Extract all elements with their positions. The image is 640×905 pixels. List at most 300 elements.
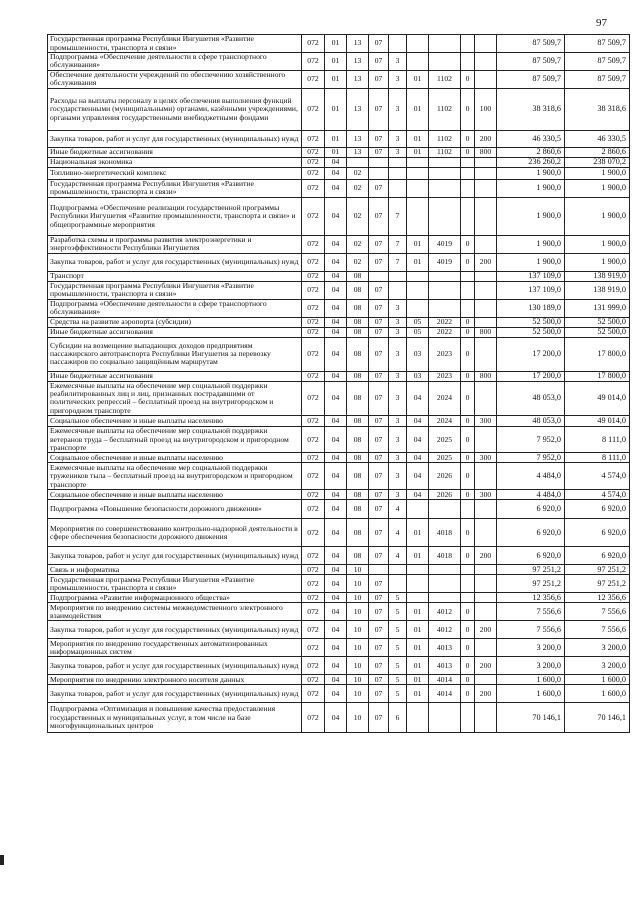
value-cell-2: 1 600,0 [565, 685, 630, 703]
row-name-cell: Иные бюджетные ассигнования [48, 371, 302, 381]
code-cell: 3 [389, 453, 407, 463]
row-name-cell: Транспорт [48, 271, 302, 281]
code-cell [369, 157, 389, 167]
code-cell: 3 [389, 70, 407, 88]
value-cell-2: 7 556,6 [565, 603, 630, 621]
code-cell: 3 [389, 337, 407, 371]
table-row [48, 337, 630, 371]
table-row [48, 281, 630, 299]
code-cell: 04 [325, 490, 347, 500]
value-cell-1: 6 920,0 [497, 500, 565, 519]
code-cell: 04 [325, 603, 347, 621]
code-cell: 01 [407, 253, 429, 271]
code-cell: 072 [302, 593, 325, 603]
table-row [48, 565, 630, 575]
code-cell: 10 [347, 657, 369, 675]
code-cell: 07 [369, 703, 389, 733]
code-cell: 800 [475, 371, 497, 381]
value-cell-1: 6 920,0 [497, 519, 565, 547]
code-cell [475, 381, 497, 416]
code-cell: 05 [407, 317, 429, 327]
code-cell: 04 [325, 299, 347, 317]
code-cell: 5 [389, 621, 407, 639]
row-name-cell: Государственная программа Республики Ингушетия «Развитие промышленности, транспорта и связи» [48, 35, 302, 53]
value-cell-2: 17 800,0 [565, 337, 630, 371]
code-cell: 05 [407, 327, 429, 337]
code-cell [407, 703, 429, 733]
code-cell: 04 [407, 416, 429, 427]
code-cell [407, 565, 429, 575]
table-row [48, 463, 630, 490]
table-row [48, 639, 630, 657]
code-cell: 04 [325, 317, 347, 327]
code-cell: 01 [407, 235, 429, 253]
value-cell-2: 8 111,0 [565, 453, 630, 463]
code-cell: 13 [347, 35, 369, 53]
value-cell-2: 1 900,0 [565, 197, 630, 235]
code-cell: 10 [347, 621, 369, 639]
code-cell: 01 [407, 519, 429, 547]
code-cell: 072 [302, 547, 325, 565]
table-row [48, 327, 630, 337]
code-cell [429, 197, 461, 235]
value-cell-1: 236 260,2 [497, 157, 565, 167]
row-name-cell: Подпрограмма «Оптимизация и повышение качества предоставления государственных и муниципальных услуг, в том числе на базе многофункциональных центров [48, 703, 302, 733]
value-cell-1: 7 952,0 [497, 427, 565, 453]
value-cell-1: 137 109,0 [497, 281, 565, 299]
code-cell: 200 [475, 657, 497, 675]
value-cell-2: 1 900,0 [565, 235, 630, 253]
code-cell: 0 [461, 147, 475, 157]
table-row [48, 519, 630, 547]
table-row [48, 88, 630, 130]
code-cell: 01 [325, 53, 347, 71]
code-cell: 01 [407, 603, 429, 621]
code-cell: 07 [369, 179, 389, 197]
value-cell-2: 70 146,1 [565, 703, 630, 733]
code-cell [475, 500, 497, 519]
code-cell: 2024 [429, 416, 461, 427]
row-name-cell: Подпрограмма «Развитие информационного общества» [48, 593, 302, 603]
code-cell [429, 565, 461, 575]
table-row [48, 453, 630, 463]
code-cell: 07 [369, 490, 389, 500]
code-cell: 800 [475, 147, 497, 157]
code-cell: 04 [325, 463, 347, 490]
row-name-cell: Государственная программа Республики Ингушетия «Развитие промышленности, транспорта и связи» [48, 179, 302, 197]
code-cell: 0 [461, 621, 475, 639]
table-row [48, 70, 630, 88]
code-cell [429, 53, 461, 71]
code-cell: 0 [461, 88, 475, 130]
code-cell: 02 [347, 235, 369, 253]
code-cell: 0 [461, 639, 475, 657]
value-cell-1: 3 200,0 [497, 639, 565, 657]
value-cell-2: 12 356,6 [565, 593, 630, 603]
code-cell [389, 281, 407, 299]
value-cell-1: 1 900,0 [497, 179, 565, 197]
code-cell [461, 271, 475, 281]
code-cell: 04 [407, 427, 429, 453]
code-cell: 07 [369, 603, 389, 621]
code-cell [461, 299, 475, 317]
code-cell: 07 [369, 35, 389, 53]
code-cell: 072 [302, 179, 325, 197]
code-cell: 07 [369, 685, 389, 703]
code-cell: 3 [389, 299, 407, 317]
code-cell: 07 [369, 427, 389, 453]
code-cell: 08 [347, 381, 369, 416]
code-cell: 08 [347, 453, 369, 463]
code-cell [407, 179, 429, 197]
table-row [48, 593, 630, 603]
code-cell: 04 [407, 463, 429, 490]
code-cell: 07 [369, 453, 389, 463]
code-cell: 072 [302, 657, 325, 675]
code-cell: 0 [461, 317, 475, 327]
value-cell-2: 138 919,0 [565, 271, 630, 281]
code-cell: 01 [325, 147, 347, 157]
code-cell: 2023 [429, 337, 461, 371]
code-cell: 13 [347, 88, 369, 130]
code-cell: 0 [461, 657, 475, 675]
code-cell: 01 [407, 88, 429, 130]
code-cell: 800 [475, 327, 497, 337]
code-cell: 300 [475, 416, 497, 427]
code-cell: 072 [302, 565, 325, 575]
value-cell-1: 87 509,7 [497, 70, 565, 88]
row-name-cell: Закупка товаров, работ и услуг для государственных (муниципальных) нужд [48, 547, 302, 565]
code-cell: 072 [302, 271, 325, 281]
code-cell: 3 [389, 490, 407, 500]
code-cell [461, 179, 475, 197]
code-cell [407, 197, 429, 235]
value-cell-2: 1 900,0 [565, 179, 630, 197]
code-cell [475, 317, 497, 327]
table-row [48, 685, 630, 703]
code-cell: 04 [325, 427, 347, 453]
code-cell: 072 [302, 337, 325, 371]
code-cell: 300 [475, 453, 497, 463]
code-cell: 07 [369, 500, 389, 519]
code-cell: 01 [407, 70, 429, 88]
code-cell: 072 [302, 371, 325, 381]
code-cell [429, 281, 461, 299]
row-name-cell: Разработка схемы и программы развития электроэнергетики и энергоэффективности Республики Ингушетия [48, 235, 302, 253]
code-cell [407, 500, 429, 519]
value-cell-2: 3 200,0 [565, 657, 630, 675]
code-cell: 5 [389, 593, 407, 603]
table-row [48, 675, 630, 685]
code-cell: 0 [461, 381, 475, 416]
code-cell [369, 271, 389, 281]
code-cell [475, 157, 497, 167]
value-cell-2: 6 920,0 [565, 547, 630, 565]
code-cell: 072 [302, 317, 325, 327]
code-cell: 10 [347, 603, 369, 621]
code-cell: 072 [302, 197, 325, 235]
code-cell: 04 [325, 575, 347, 593]
code-cell: 01 [407, 639, 429, 657]
code-cell: 200 [475, 253, 497, 271]
code-cell: 072 [302, 281, 325, 299]
value-cell-2: 38 318,6 [565, 88, 630, 130]
code-cell: 01 [325, 70, 347, 88]
code-cell [389, 565, 407, 575]
code-cell [461, 575, 475, 593]
code-cell: 2024 [429, 381, 461, 416]
code-cell: 08 [347, 327, 369, 337]
code-cell: 072 [302, 70, 325, 88]
code-cell: 08 [347, 519, 369, 547]
table-row [48, 371, 630, 381]
row-name-cell: Закупка товаров, работ и услуг для государственных (муниципальных) нужд [48, 130, 302, 147]
value-cell-2: 4 574,0 [565, 463, 630, 490]
code-cell: 07 [369, 371, 389, 381]
value-cell-1: 1 600,0 [497, 685, 565, 703]
code-cell [429, 575, 461, 593]
value-cell-2: 49 014,0 [565, 416, 630, 427]
code-cell: 0 [461, 463, 475, 490]
code-cell: 04 [325, 416, 347, 427]
code-cell: 2026 [429, 490, 461, 500]
code-cell: 072 [302, 575, 325, 593]
code-cell: 01 [407, 685, 429, 703]
code-cell: 07 [369, 88, 389, 130]
value-cell-2: 52 500,0 [565, 327, 630, 337]
table-row [48, 235, 630, 253]
code-cell [407, 157, 429, 167]
code-cell [389, 271, 407, 281]
code-cell: 200 [475, 130, 497, 147]
code-cell [475, 565, 497, 575]
code-cell: 4 [389, 547, 407, 565]
code-cell [407, 281, 429, 299]
code-cell: 07 [369, 317, 389, 327]
code-cell: 04 [325, 675, 347, 685]
code-cell: 4014 [429, 675, 461, 685]
row-name-cell: Иные бюджетные ассигнования [48, 147, 302, 157]
code-cell: 2023 [429, 371, 461, 381]
table-row [48, 381, 630, 416]
code-cell [407, 299, 429, 317]
row-name-cell: Государственная программа Республики Ингушетия «Развитие промышленности, транспорта и связи» [48, 575, 302, 593]
value-cell-2: 4 574,0 [565, 490, 630, 500]
code-cell: 0 [461, 453, 475, 463]
code-cell: 3 [389, 416, 407, 427]
value-cell-1: 3 200,0 [497, 657, 565, 675]
code-cell [429, 299, 461, 317]
budget-table [47, 34, 630, 733]
table-row [48, 703, 630, 733]
code-cell [389, 157, 407, 167]
code-cell: 03 [407, 337, 429, 371]
code-cell [461, 565, 475, 575]
code-cell [429, 271, 461, 281]
row-name-cell: Связь и информатика [48, 565, 302, 575]
code-cell: 072 [302, 157, 325, 167]
code-cell: 08 [347, 463, 369, 490]
row-name-cell: Ежемесячные выплаты на обеспечение мер социальной поддержки реабилитированных лиц и лиц, признанных пострадавшими от политических репрессий – бесплатный проезд на внутригородском и пригородном транспорте [48, 381, 302, 416]
code-cell: 08 [347, 427, 369, 453]
code-cell: 07 [369, 416, 389, 427]
code-cell [347, 157, 369, 167]
code-cell: 07 [369, 657, 389, 675]
code-cell: 5 [389, 685, 407, 703]
code-cell [475, 463, 497, 490]
code-cell: 07 [369, 519, 389, 547]
code-cell: 04 [325, 547, 347, 565]
code-cell: 4012 [429, 621, 461, 639]
code-cell: 07 [369, 639, 389, 657]
code-cell: 3 [389, 147, 407, 157]
code-cell: 7 [389, 235, 407, 253]
row-name-cell: Топливно-энергетический комплекс [48, 167, 302, 179]
value-cell-1: 137 109,0 [497, 271, 565, 281]
code-cell [461, 53, 475, 71]
value-cell-2: 52 500,0 [565, 317, 630, 327]
row-name-cell: Обеспечение деятельности учреждений по обеспечению хозяйственного обслуживания [48, 70, 302, 88]
code-cell: 200 [475, 621, 497, 639]
code-cell [461, 197, 475, 235]
code-cell: 10 [347, 639, 369, 657]
value-cell-2: 17 800,0 [565, 371, 630, 381]
row-name-cell: Мероприятия по внедрению электронного носителя данных [48, 675, 302, 685]
row-name-cell: Социальное обеспечение и иные выплаты населению [48, 453, 302, 463]
code-cell: 04 [325, 657, 347, 675]
code-cell: 04 [325, 179, 347, 197]
code-cell: 3 [389, 463, 407, 490]
row-name-cell: Подпрограмма «Обеспечение деятельности в сфере транспортного обслуживания» [48, 299, 302, 317]
row-name-cell: Ежемесячные выплаты на обеспечение мер социальной поддержки тружеников тыла – бесплатный проезд на внутригородском и пригородном транспорте [48, 463, 302, 490]
code-cell: 01 [407, 130, 429, 147]
code-cell: 0 [461, 327, 475, 337]
code-cell: 04 [325, 327, 347, 337]
table-row [48, 53, 630, 71]
row-name-cell: Подпрограмма «Повышение безопасности дорожного движения» [48, 500, 302, 519]
code-cell: 07 [369, 53, 389, 71]
row-name-cell: Закупка товаров, работ и услуг для государственных (муниципальных) нужд [48, 621, 302, 639]
code-cell: 10 [347, 685, 369, 703]
code-cell: 3 [389, 53, 407, 71]
code-cell [429, 179, 461, 197]
table-row [48, 575, 630, 593]
code-cell: 04 [325, 703, 347, 733]
code-cell: 04 [325, 593, 347, 603]
table-row [48, 500, 630, 519]
code-cell [407, 271, 429, 281]
code-cell: 072 [302, 685, 325, 703]
code-cell: 01 [407, 547, 429, 565]
code-cell: 3 [389, 317, 407, 327]
code-cell: 03 [407, 371, 429, 381]
code-cell: 04 [325, 337, 347, 371]
row-name-cell: Подпрограмма «Обеспечение деятельности в сфере транспортного обслуживания» [48, 53, 302, 71]
value-cell-1: 48 053,0 [497, 416, 565, 427]
code-cell: 072 [302, 703, 325, 733]
code-cell: 04 [407, 490, 429, 500]
code-cell: 5 [389, 639, 407, 657]
code-cell [475, 603, 497, 621]
code-cell [475, 271, 497, 281]
value-cell-2: 3 200,0 [565, 639, 630, 657]
code-cell: 07 [369, 575, 389, 593]
value-cell-2: 46 330,5 [565, 130, 630, 147]
code-cell: 08 [347, 416, 369, 427]
code-cell: 2022 [429, 327, 461, 337]
value-cell-1: 1 900,0 [497, 167, 565, 179]
code-cell [475, 427, 497, 453]
code-cell: 13 [347, 70, 369, 88]
code-cell: 1102 [429, 88, 461, 130]
code-cell [407, 35, 429, 53]
code-cell: 4012 [429, 603, 461, 621]
code-cell: 0 [461, 685, 475, 703]
code-cell: 5 [389, 675, 407, 685]
code-cell: 072 [302, 675, 325, 685]
code-cell: 4 [389, 500, 407, 519]
code-cell [475, 703, 497, 733]
code-cell: 2025 [429, 427, 461, 453]
code-cell [461, 167, 475, 179]
code-cell: 07 [369, 281, 389, 299]
code-cell: 0 [461, 235, 475, 253]
code-cell: 072 [302, 35, 325, 53]
table-row [48, 147, 630, 157]
code-cell: 072 [302, 453, 325, 463]
code-cell: 02 [347, 197, 369, 235]
code-cell: 04 [325, 381, 347, 416]
code-cell: 072 [302, 253, 325, 271]
code-cell [389, 35, 407, 53]
table-row [48, 167, 630, 179]
code-cell: 07 [369, 381, 389, 416]
code-cell: 0 [461, 547, 475, 565]
value-cell-2: 49 014,0 [565, 381, 630, 416]
code-cell: 4019 [429, 235, 461, 253]
code-cell: 04 [325, 253, 347, 271]
code-cell: 07 [369, 235, 389, 253]
code-cell: 072 [302, 235, 325, 253]
row-name-cell: Мероприятия по совершенствованию контрольно-надзорной деятельности в сфере обеспечения безопасности дорожного движения [48, 519, 302, 547]
value-cell-2: 6 920,0 [565, 519, 630, 547]
code-cell: 4019 [429, 253, 461, 271]
code-cell [369, 565, 389, 575]
scan-mark [0, 855, 4, 865]
code-cell [461, 593, 475, 603]
code-cell: 07 [369, 253, 389, 271]
code-cell: 072 [302, 167, 325, 179]
code-cell: 3 [389, 371, 407, 381]
code-cell: 04 [325, 685, 347, 703]
code-cell: 07 [369, 70, 389, 88]
code-cell [369, 167, 389, 179]
code-cell [429, 703, 461, 733]
code-cell [429, 157, 461, 167]
code-cell [475, 53, 497, 71]
code-cell [475, 235, 497, 253]
row-name-cell: Расходы на выплаты персоналу в целях обеспечения выполнения функций государственными (муниципальными) органами, казёнными учреждениями, органами управления государственными внебюджетными фондами [48, 88, 302, 130]
code-cell: 072 [302, 427, 325, 453]
code-cell: 0 [461, 253, 475, 271]
code-cell: 072 [302, 490, 325, 500]
code-cell: 0 [461, 337, 475, 371]
value-cell-1: 97 251,2 [497, 565, 565, 575]
code-cell: 072 [302, 147, 325, 157]
value-cell-2: 97 251,2 [565, 565, 630, 575]
code-cell: 0 [461, 675, 475, 685]
code-cell [475, 519, 497, 547]
